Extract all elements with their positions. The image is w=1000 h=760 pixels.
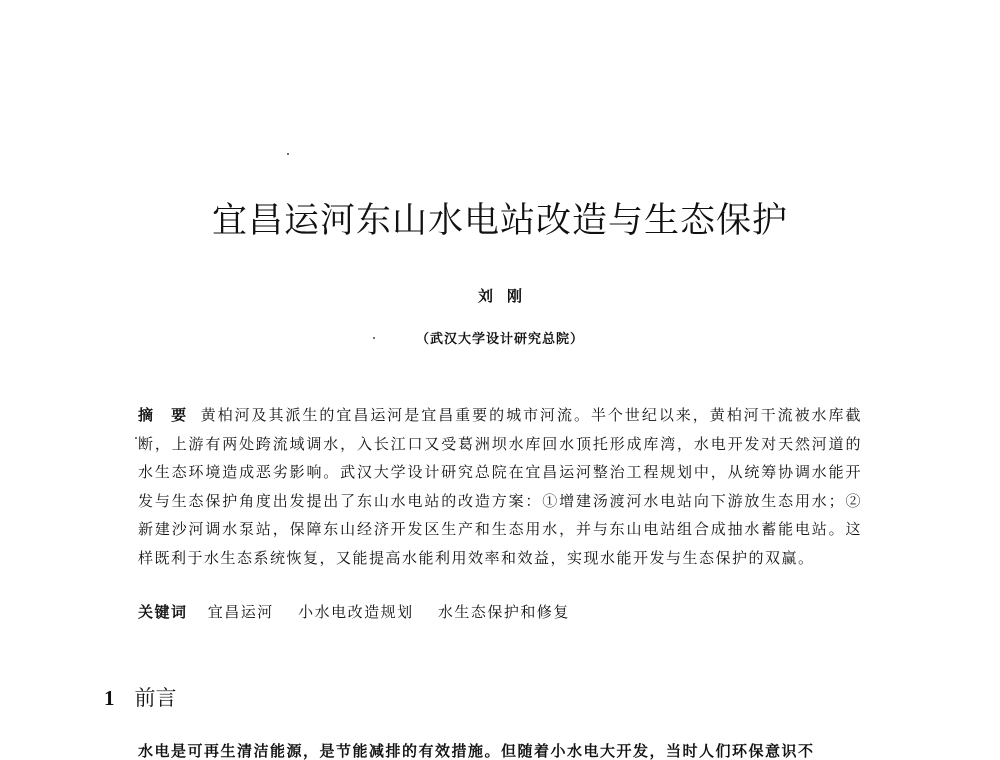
keyword: 宜昌运河 xyxy=(207,603,274,621)
scan-speck xyxy=(287,153,289,155)
section-number: 1 xyxy=(104,686,115,710)
author-affiliation: （武汉大学设计研究总院） xyxy=(415,332,584,347)
abstract-label: 摘 要 xyxy=(138,406,193,424)
paper-title: 宜昌运河东山水电站改造与生态保护 xyxy=(211,201,788,241)
keywords xyxy=(138,601,862,622)
body-text-line: 水电是可再生清洁能源，是节能减排的有效措施。但随着小水电大开发，当时人们环保意识不 xyxy=(138,742,815,760)
scan-speck xyxy=(135,437,137,439)
keyword: 水生态保护和修复 xyxy=(437,603,570,621)
keyword: 小水电改造规划 xyxy=(298,603,414,621)
section-title: 前言 xyxy=(134,686,177,710)
abstract-text: 黄柏河及其派生的宜昌运河是宜昌重要的城市河流。半个世纪以来，黄柏河干流被水库截断，上游有两处跨流域调水，入长江口又受葛洲坝水库回水顶托形成库湾，水电开发对天然河道的水生态环境造成恶劣影响。武汉大学设计研究总院在宜昌运河整治工程规划中，从统筹协调水能开发与生态保护角度出发提出了东山水电站的改造方案：①增建汤渡河水电站向下游放生态用水；②新建沙河调水泵站，保障东山经济开发区生产和生态用水，并与东山电站组合成抽水蓄能电站。这样既利于水生态系统恢复，又能提高水能利用效率和效益，实现水能开发与生态保护的双赢。 xyxy=(138,406,862,567)
keywords-label: 关键词 xyxy=(138,603,188,621)
abstract xyxy=(138,401,862,572)
author-name: 刘刚 xyxy=(477,287,536,305)
section-heading xyxy=(104,682,177,712)
